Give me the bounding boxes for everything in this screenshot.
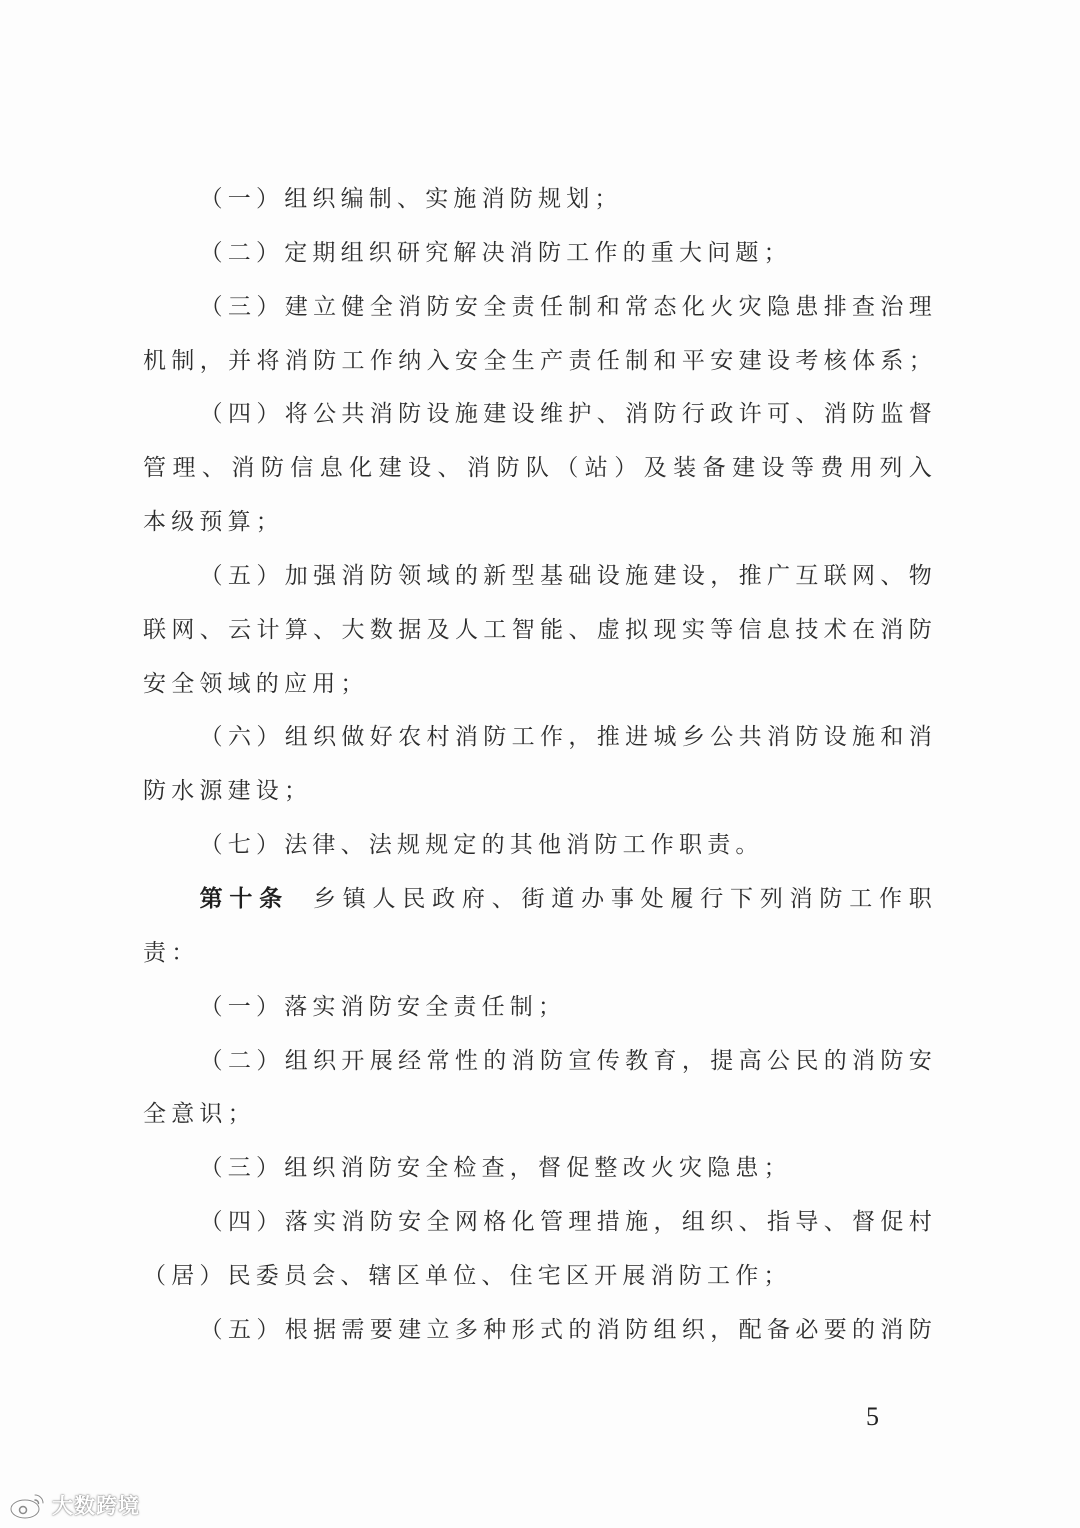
township-duty-4-line-2: （居）民委员会、辖区单位、住宅区开展消防工作；	[143, 1262, 792, 1289]
township-duty-4	[143, 1196, 937, 1304]
article-10-intro-text: 乡镇人民政府、街道办事处履行下列消防工作职	[312, 885, 937, 912]
township-duty-5-line-1: （五）根据需要建立多种形式的消防组织，配备必要的消防	[199, 1316, 937, 1343]
weibo-icon	[8, 1490, 48, 1520]
county-duty-5-line-2: 联网、云计算、大数据及人工智能、虚拟现实等信息技术在消防	[143, 616, 937, 643]
township-duty-3-line-1: （三）组织消防安全检查，督促整改火灾隐患；	[199, 1155, 792, 1182]
county-duty-4-line-3: 本级预算；	[143, 509, 284, 536]
county-duty-2-line-1: （二）定期组织研究解决消防工作的重大问题；	[199, 239, 792, 266]
county-duty-4	[143, 388, 937, 550]
article-10-intro-line-1	[143, 873, 937, 927]
county-duty-7-line-1: （七）法律、法规规定的其他消防工作职责。	[199, 832, 764, 859]
county-duty-5	[143, 550, 937, 712]
county-duty-4-line-1: （四）将公共消防设施建设维护、消防行政许可、消防监督	[199, 401, 937, 428]
county-duty-5-line-3: 安全领域的应用；	[143, 670, 369, 697]
township-duty-2-line-1: （二）组织开展经常性的消防宣传教育，提高公民的消防安	[199, 1047, 937, 1074]
county-duty-7	[143, 819, 937, 873]
article-number: 第十条	[199, 885, 289, 912]
township-duty-4-line-1: （四）落实消防安全网格化管理措施，组织、指导、督促村	[199, 1209, 937, 1236]
county-duty-5-line-1: （五）加强消防领域的新型基础设施建设，推广互联网、物	[199, 562, 937, 589]
county-duty-4-line-2: 管理、消防信息化建设、消防队（站）及装备建设等费用列入	[143, 455, 937, 482]
county-duty-3-line-1: （三）建立健全消防安全责任制和常态化火灾隐患排查治理	[199, 293, 937, 320]
county-duty-6-line-2: 防水源建设；	[143, 778, 313, 805]
document-body	[143, 173, 937, 1358]
watermark	[8, 1488, 140, 1522]
page-number: 5	[866, 1402, 879, 1431]
watermark-text: 大数跨境	[52, 1494, 140, 1518]
county-duty-6	[143, 711, 937, 819]
township-duty-3	[143, 1142, 937, 1196]
county-duty-3	[143, 281, 937, 389]
article-10-intro-line-2: 责：	[143, 939, 200, 966]
article-10-intro	[143, 873, 937, 981]
county-duty-3-line-2: 机制，并将消防工作纳入安全生产责任制和平安建设考核体系；	[143, 347, 937, 374]
township-duty-1	[143, 981, 937, 1035]
township-duty-1-line-1: （一）落实消防安全责任制；	[199, 993, 567, 1020]
township-duty-2-line-2: 全意识；	[143, 1101, 256, 1128]
county-duty-2	[143, 227, 937, 281]
township-duty-2	[143, 1035, 937, 1143]
county-duty-6-line-1: （六）组织做好农村消防工作，推进城乡公共消防设施和消	[199, 724, 937, 751]
county-duty-1	[143, 173, 937, 227]
county-duty-1-line-1: （一）组织编制、实施消防规划；	[199, 186, 623, 212]
township-duty-5	[143, 1304, 937, 1358]
